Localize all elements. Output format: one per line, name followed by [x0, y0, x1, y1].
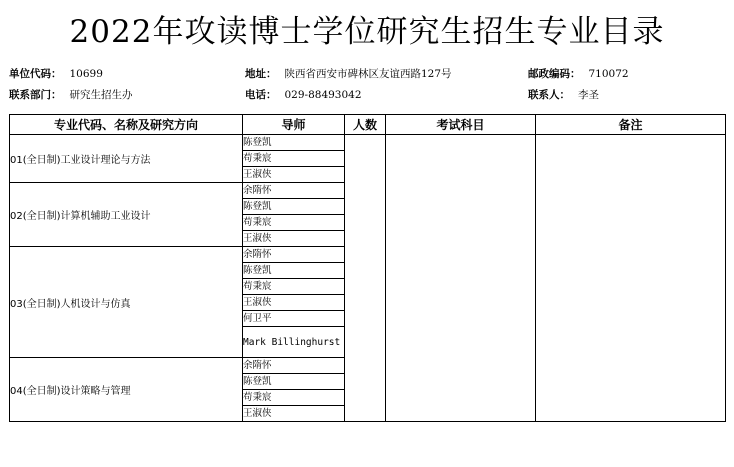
supervisor-cell: 王淑侠: [243, 167, 345, 183]
header-count: 人数: [345, 115, 386, 135]
contact-person-value: 李圣: [578, 89, 599, 101]
table-row: [10, 135, 726, 151]
supervisor-cell: 苟秉宸: [243, 215, 345, 231]
remarks-cell: [536, 135, 726, 422]
supervisor-cell: 陈登凯: [243, 135, 345, 151]
contact-dept-value: 研究生招生办: [69, 89, 133, 101]
supervisor-cell: 余隋怀: [243, 183, 345, 199]
major-name: 04(全日制)设计策略与管理: [10, 358, 243, 422]
address-value: 陕西省西安市碑林区友谊西路127号: [284, 68, 452, 80]
page-title: 2022年攻读博士学位研究生招生专业目录: [69, 14, 665, 50]
major-name: 02(全日制)计算机辅助工业设计: [10, 183, 243, 247]
supervisor-cell: 王淑侠: [243, 406, 345, 422]
phone-label: 电话：: [245, 89, 277, 101]
supervisor-cell: 余隋怀: [243, 358, 345, 374]
phone-value: 029-88493042: [284, 89, 362, 101]
supervisor-cell: 陈登凯: [243, 263, 345, 279]
unit-code: [9, 66, 103, 81]
unit-code-label: 单位代码：: [9, 68, 62, 80]
phone: [245, 87, 362, 102]
major-catalog-table: [9, 114, 726, 422]
contact-person: [528, 87, 599, 102]
contact-dept-label: 联系部门：: [9, 89, 62, 101]
header-exam-subjects: 考试科目: [386, 115, 536, 135]
supervisor-cell: 王淑侠: [243, 231, 345, 247]
header-remarks: 备注: [536, 115, 726, 135]
supervisor-cell: 陈登凯: [243, 374, 345, 390]
supervisor-cell: 余隋怀: [243, 247, 345, 263]
postal-code: [528, 66, 629, 81]
address-label: 地址：: [245, 68, 277, 80]
supervisor-cell: 王淑侠: [243, 295, 345, 311]
postal-code-label: 邮政编码：: [528, 68, 581, 80]
supervisor-cell: Mark Billinghurst: [243, 327, 345, 358]
exam-subjects-cell: [386, 135, 536, 422]
supervisor-cell: 苟秉宸: [243, 279, 345, 295]
contact-person-label: 联系人：: [528, 89, 570, 101]
supervisor-cell: 何卫平: [243, 311, 345, 327]
supervisor-cell: 苟秉宸: [243, 151, 345, 167]
table-header-row: [10, 115, 726, 135]
supervisor-cell: 陈登凯: [243, 199, 345, 215]
supervisor-cell: 苟秉宸: [243, 390, 345, 406]
unit-code-value: 10699: [69, 68, 103, 80]
count-cell: [345, 135, 386, 422]
address: [245, 66, 452, 81]
header-major: 专业代码、名称及研究方向: [10, 115, 243, 135]
header-supervisor: 导师: [243, 115, 345, 135]
contact-dept: [9, 87, 133, 102]
major-name: 03(全日制)人机设计与仿真: [10, 247, 243, 358]
major-name: 01(全日制)工业设计理论与方法: [10, 135, 243, 183]
postal-code-value: 710072: [588, 68, 629, 80]
